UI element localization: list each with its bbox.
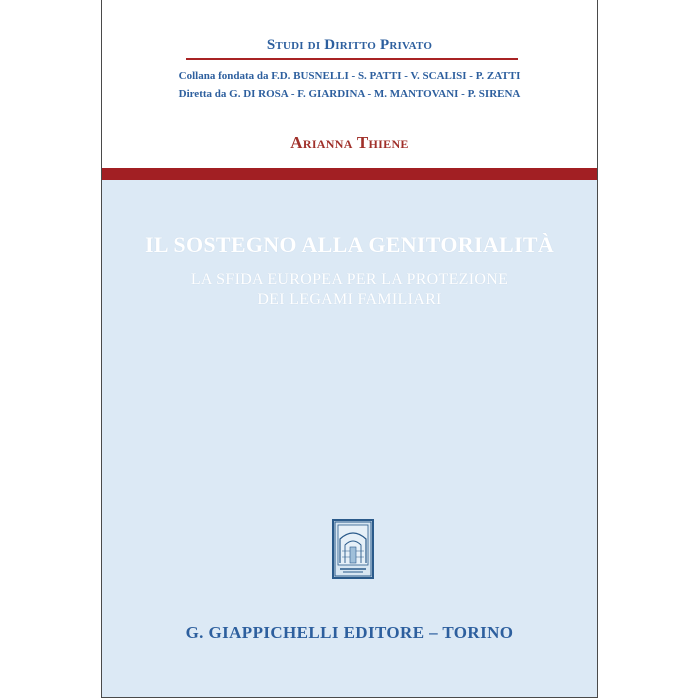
- cover-body: [102, 180, 597, 698]
- author-name: Arianna Thiene: [290, 133, 409, 152]
- book-subtitle: [102, 270, 597, 310]
- book-title: IL SOSTEGNO ALLA GENITORIALITÀ: [144, 232, 555, 257]
- subtitle-line-2: DEI LEGAMI FAMILIARI: [257, 291, 442, 308]
- publisher-emblem-icon: [332, 519, 374, 579]
- publisher-name: G. GIAPPICHELLI EDITORE – TORINO: [185, 623, 514, 642]
- collana-directors: Diretta da G. DI ROSA - F. GIARDINA - M. MANTOVANI - P. SIRENA: [178, 88, 521, 100]
- book-cover: [101, 0, 598, 698]
- red-band: [102, 168, 597, 180]
- series-title: Studi di Diritto Privato: [266, 37, 433, 53]
- cover-header: [102, 0, 597, 168]
- series-divider: [186, 58, 518, 60]
- collana-founders: Collana fondata da F.D. BUSNELLI - S. PATTI - V. SCALISI - P. ZATTI: [178, 70, 521, 82]
- subtitle-line-1: LA SFIDA EUROPEA PER LA PROTEZIONE: [190, 271, 509, 288]
- emblem-drawing: [334, 521, 372, 577]
